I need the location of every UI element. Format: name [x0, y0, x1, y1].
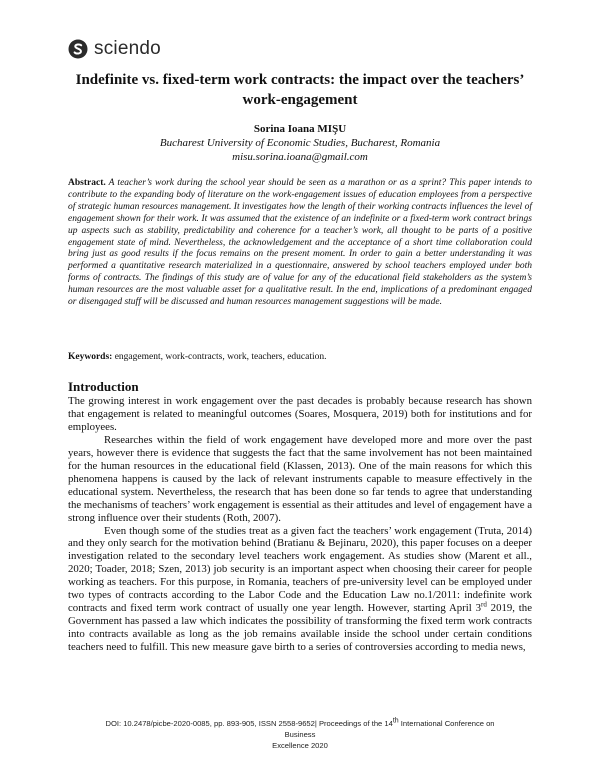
page-footer: [90, 718, 510, 751]
paragraph-text: Even though some of the studies treat as a given fact the teachers’ work engagement (Truta, 2014) and they only search for the motivation behind (Bratianu & Bejinaru, 2020), this paper focuses on a deeper investigation related to the secondary level teachers work engagement. As studies show (Marent et all., 2020; Toader, 2018; Szen, 2013) job security is an important aspect when choosing their career for people working as teachers. For this purpose, in Romania, teachers of pre-university level can be employed under two types of contracts according to the Labor Code and the Education Law no.1/2011: indefinite work contracts and fixed term work contract of usually one year length. However, starting April 3: [68, 524, 532, 615]
author-name: Sorina Ioana MIŞU: [253, 123, 347, 135]
footer-line: [90, 718, 510, 740]
paragraph-text: 2019, the Government has passed a law which indicates the possibility of transforming the fixed term work contracts into contracts available as long as the job remains available inside the school under certain conditions teachers need to fulfill. This new measure gave birth to a series of controversies according to media news,: [68, 602, 532, 654]
keywords-label: Keywords:: [68, 352, 113, 362]
footer-line: Excellence 2020: [272, 741, 328, 750]
footer-conference-text: International Conference on Business: [284, 719, 495, 739]
keywords: [68, 351, 532, 363]
author-affiliation: Bucharest University of Economic Studies, Bucharest, Romania: [159, 137, 441, 149]
abstract-label: Abstract.: [68, 178, 106, 188]
abstract-text: A teacher’s work during the school year should be seen as a marathon or as a sprint? This paper intends to contribute to the expanding body of literature on the work-engagement issues of education employees from a perspective of strategic human resources management. It investigates how the length of their working contracts influences the level of engagement shown for their work. It was assumed that the existence of an indefinite or a fixed-term work contract brings up aspects such as stability, predictability and coherence for a teacher’s work, all thought to be parts of a positive engagement state of mind. Nevertheless, the acknowledgement and the acceptance of a short time collaboration could bring just as good results if the focus remains on the present moment. In order to gain a better understanding it was performed a quantitative research materialized in a questionnaire, answered by school teachers employed under both forms of contracts. The findings of this study are of value for any of the educational field stakeholders as the system’s human resources are the most valuable asset for a qualitative result. In the end, implications of a predominant engaged or disengaged stuff will be discussed and human resources management suggestions will be made.: [68, 178, 532, 308]
publisher-logo: [68, 38, 161, 60]
paragraph: Researches within the field of work engagement have developed more and more over the past years, however there is evidence that suggests the fact that the same involvement has not been maintained for the human resources in the educational field (Klassen, 2013). One of the main reasons for which this phenomena happens is caused by the lack of relevant instruments capable to measure effectively in the educational system. Nevertheless, the research that has been done so far tends to agree that understanding the mechanisms of teachers’ work engagement is essential as their attitudes and level of engagement have a strong influence over their students (Roth, 2007).: [68, 433, 532, 524]
author-email: misu.sorina.ioana@gmail.com: [232, 151, 368, 163]
footer-doi-text: DOI: 10.2478/picbe-2020-0085, pp. 893-905, ISSN 2558-9652| Proceedings of the 14: [105, 719, 393, 728]
abstract: [68, 178, 532, 309]
introduction-body: [68, 395, 532, 654]
paper-title: Indefinite vs. fixed-term work contracts: the impact over the teachers’ work-engagement: [75, 72, 525, 108]
logo-text: sciendo: [94, 38, 161, 59]
paragraph: The growing interest in work engagement over the past decades is probably because research has shown that engagement is related to meaningful outcomes (Soares, Mosquera, 2019) both for institutions and for employees.: [68, 395, 532, 433]
keywords-text: engagement, work-contracts, work, teachers, education.: [112, 352, 327, 362]
author-block: [60, 122, 540, 164]
section-heading-introduction: Introduction: [68, 379, 139, 394]
superscript: th: [392, 717, 399, 725]
superscript: rd: [481, 600, 487, 609]
paragraph: [68, 525, 532, 655]
sciendo-logo-icon: [68, 39, 88, 59]
